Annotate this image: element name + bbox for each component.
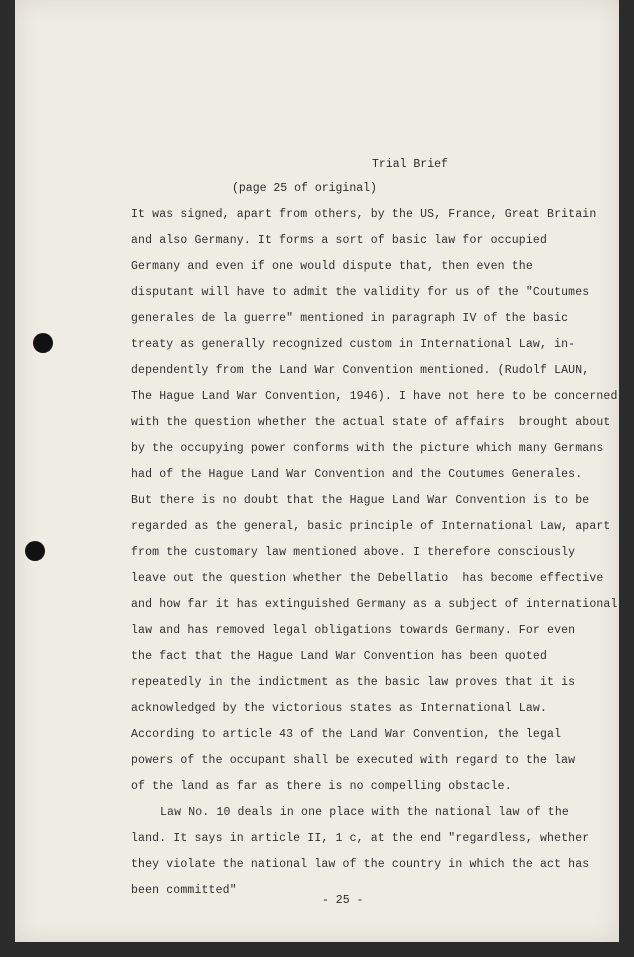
text-line: the fact that the Hague Land War Convention has been quoted (131, 650, 548, 663)
text-line: and also Germany. It forms a sort of basic law for occupied (131, 234, 548, 247)
text-line: But there is no doubt that the Hague Land War Convention is to be (131, 494, 590, 507)
text-line: According to article 43 of the Land War Convention, the legal (131, 728, 562, 741)
text-line: been committed" (131, 884, 237, 897)
text-line: had of the Hague Land War Convention and the Coutumes Generales. (131, 468, 583, 481)
text-line: law and has removed legal obligations towards Germany. For even (131, 624, 576, 637)
text-line: land. It says in article II, 1 c, at the end "regardless, whether (131, 832, 590, 845)
text-line: generales de la guerre" mentioned in paragraph IV of the basic (131, 312, 569, 325)
text-line: treaty as generally recognized custom in International Law, in- (131, 338, 576, 351)
text-line: repeatedly in the indictment as the basic law proves that it is (131, 676, 576, 689)
text-line: of the land as far as there is no compelling obstacle. (131, 780, 512, 793)
text-line: leave out the question whether the Debellatio has become effective (131, 572, 604, 585)
text-line: dependently from the Land War Convention mentioned. (Rudolf LAUN, (131, 364, 590, 377)
text-line: powers of the occupant shall be executed with regard to the law (131, 754, 576, 767)
text-line: The Hague Land War Convention, 1946). I have not here to be concerned (131, 390, 618, 403)
document-subtitle: (page 25 of original) (232, 182, 377, 195)
text-line: Law No. 10 deals in one place with the national law of the (160, 806, 569, 819)
text-line: regarded as the general, basic principle of International Law, apart (131, 520, 611, 533)
text-line: by the occupying power conforms with the picture which many Germans (131, 442, 604, 455)
page-number: - 25 - (322, 894, 364, 907)
text-line: they violate the national law of the country in which the act has (131, 858, 590, 871)
text-line: from the customary law mentioned above. I therefore consciously (131, 546, 576, 559)
text-line: with the question whether the actual state of affairs brought about (131, 416, 611, 429)
text-line: disputant will have to admit the validity for us of the "Coutumes (131, 286, 590, 299)
text-line: and how far it has extinguished Germany as a subject of international (131, 598, 618, 611)
text-line: It was signed, apart from others, by the US, France, Great Britain (131, 208, 597, 221)
text-line: acknowledged by the victorious states as International Law. (131, 702, 548, 715)
text-line: Germany and even if one would dispute that, then even the (131, 260, 533, 273)
document-title: Trial Brief (372, 158, 448, 171)
